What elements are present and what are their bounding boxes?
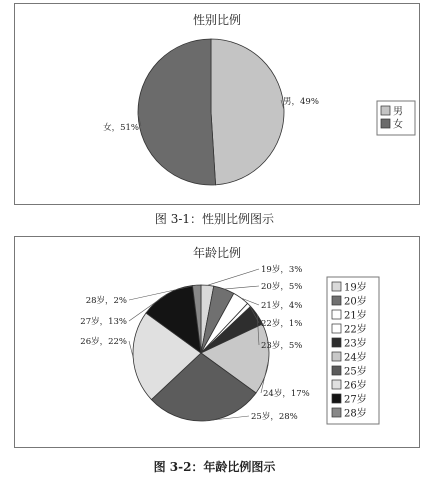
slice-label: 24岁，17% bbox=[263, 389, 310, 399]
chart-title: 年龄比例 bbox=[192, 246, 242, 260]
chart-title: 性别比例 bbox=[192, 13, 242, 27]
pie-slice-2 bbox=[138, 39, 216, 185]
age-chart-frame bbox=[14, 236, 420, 448]
legend-swatch bbox=[332, 352, 341, 361]
legend-label: 24岁 bbox=[344, 352, 367, 364]
legend-label: 28岁 bbox=[344, 408, 367, 420]
slice-label: 23岁，5% bbox=[261, 341, 303, 351]
legend-label: 25岁 bbox=[344, 366, 367, 378]
legend-swatch bbox=[381, 119, 390, 128]
legend-label: 23岁 bbox=[344, 338, 367, 350]
gender-chart-frame bbox=[14, 3, 420, 205]
figure-caption: 图 3-1：性别比例图示 bbox=[154, 212, 275, 226]
leader-line bbox=[224, 286, 259, 289]
slice-label: 26岁，22% bbox=[80, 337, 127, 347]
leader-line bbox=[207, 269, 259, 285]
legend-label: 21岁 bbox=[344, 310, 367, 322]
legend-swatch bbox=[332, 338, 341, 347]
pie-slice-1 bbox=[211, 39, 284, 185]
legend-label: 19岁 bbox=[344, 282, 367, 294]
legend-label: 20岁 bbox=[344, 296, 367, 308]
slice-label: 25岁，28% bbox=[251, 412, 298, 422]
legend-label: 27岁 bbox=[344, 394, 367, 406]
age-pie-chart bbox=[15, 237, 419, 447]
slice-label: 27岁，13% bbox=[80, 317, 127, 327]
legend-label: 女 bbox=[393, 119, 403, 131]
legend-swatch bbox=[381, 106, 390, 115]
slice-label: 男，49% bbox=[283, 97, 319, 107]
legend-swatch bbox=[332, 324, 341, 333]
legend-swatch bbox=[332, 366, 341, 375]
legend-label: 26岁 bbox=[344, 380, 367, 392]
legend-swatch bbox=[332, 310, 341, 319]
slice-label: 28岁，2% bbox=[85, 296, 127, 306]
slice-label: 20岁，5% bbox=[261, 282, 303, 292]
gender-pie-chart bbox=[15, 4, 419, 204]
slice-label: 女，51% bbox=[103, 123, 139, 133]
slice-label: 19岁，3% bbox=[261, 265, 303, 275]
figure-caption: 图 3-2：年龄比例图示 bbox=[153, 460, 276, 474]
legend-label: 22岁 bbox=[344, 324, 367, 336]
legend-swatch bbox=[332, 394, 341, 403]
legend-swatch bbox=[332, 408, 341, 417]
legend-label: 男 bbox=[393, 106, 403, 118]
slice-label: 21岁，4% bbox=[261, 301, 303, 311]
leader-line bbox=[129, 341, 133, 357]
slice-label: 22岁，1% bbox=[261, 319, 303, 329]
legend-swatch bbox=[332, 380, 341, 389]
legend-swatch bbox=[332, 296, 341, 305]
legend-swatch bbox=[332, 282, 341, 291]
